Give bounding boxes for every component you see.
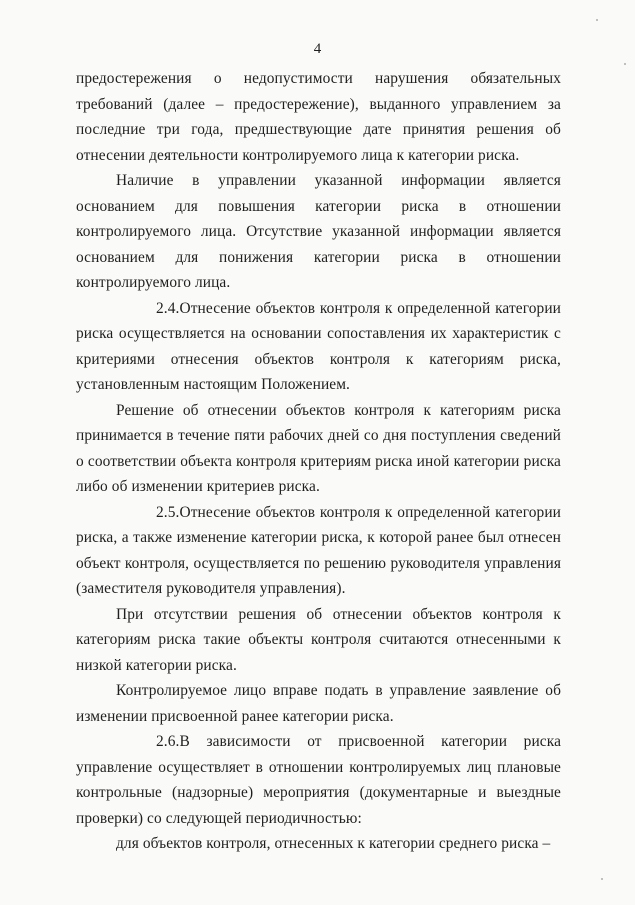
paragraph-text: При отсутствии решения об отнесении объектов контроля к категориям риска такие объекты контроля считаются отнесенными к низкой категории риска. <box>76 605 561 674</box>
section-2-5 <box>76 500 561 602</box>
document-body <box>76 66 561 857</box>
paragraph-text: В зависимости от присвоенной категории риска управление осуществляет в отношении контролируемых лиц плановые контрольные (надзорные) мероприятия (документарные и выездные проверки) со следующей периодичностью: <box>76 733 561 827</box>
paragraph-7 <box>76 678 561 729</box>
scan-speck <box>624 63 626 65</box>
paragraph-9 <box>76 831 561 857</box>
section-number: 2.4. <box>156 299 180 317</box>
paragraph-6 <box>76 602 561 679</box>
paragraph-text: Контролируемое лицо вправе подать в управление заявление об изменении присвоенной ранее категории риска. <box>76 682 561 725</box>
paragraph-4 <box>76 398 561 500</box>
scan-speck <box>601 878 603 880</box>
section-2-6 <box>76 729 561 831</box>
paragraph-text: Отнесение объектов контроля к определенной категории риска осуществляется на основании сопоставления их характеристик с критериями отнесения объектов контроля к категориям риска, установленным настоящим Положением. <box>76 299 561 393</box>
paragraph-2 <box>76 168 561 296</box>
page-number: 4 <box>313 41 322 57</box>
scan-speck <box>596 19 598 21</box>
section-number: 2.5. <box>156 503 180 521</box>
paragraph-text: предостережения о недопустимости нарушения обязательных требований (далее – предостережение), выданного управлением за последние три года, предшествующие дате принятия решения об отнесении деятельности контролируемого лица к категории риска. <box>76 70 561 164</box>
paragraph-1 <box>76 66 561 168</box>
section-2-4 <box>76 296 561 398</box>
paragraph-text: Решение об отнесении объектов контроля к категориям риска принимается в течение пяти рабочих дней со дня поступления сведений о соответствии объекта контроля критериям риска иной категории риска либо об изменении критериев риска. <box>76 401 561 495</box>
paragraph-text: Отнесение объектов контроля к определенной категории риска, а также изменение категории риска, к которой ранее был отнесен объект контроля, осуществляется по решению руководителя управления (заместителя руководителя управления). <box>76 503 561 597</box>
paragraph-text: для объектов контроля, отнесенных к категории среднего риска – <box>116 835 551 852</box>
paragraph-text: Наличие в управлении указанной информации является основанием для повышения категории риска в отношении контролируемого лица. Отсутствие указанной информации является основанием для понижения категории риска в отношении контролируемого лица. <box>76 172 561 291</box>
section-number: 2.6. <box>156 733 180 750</box>
